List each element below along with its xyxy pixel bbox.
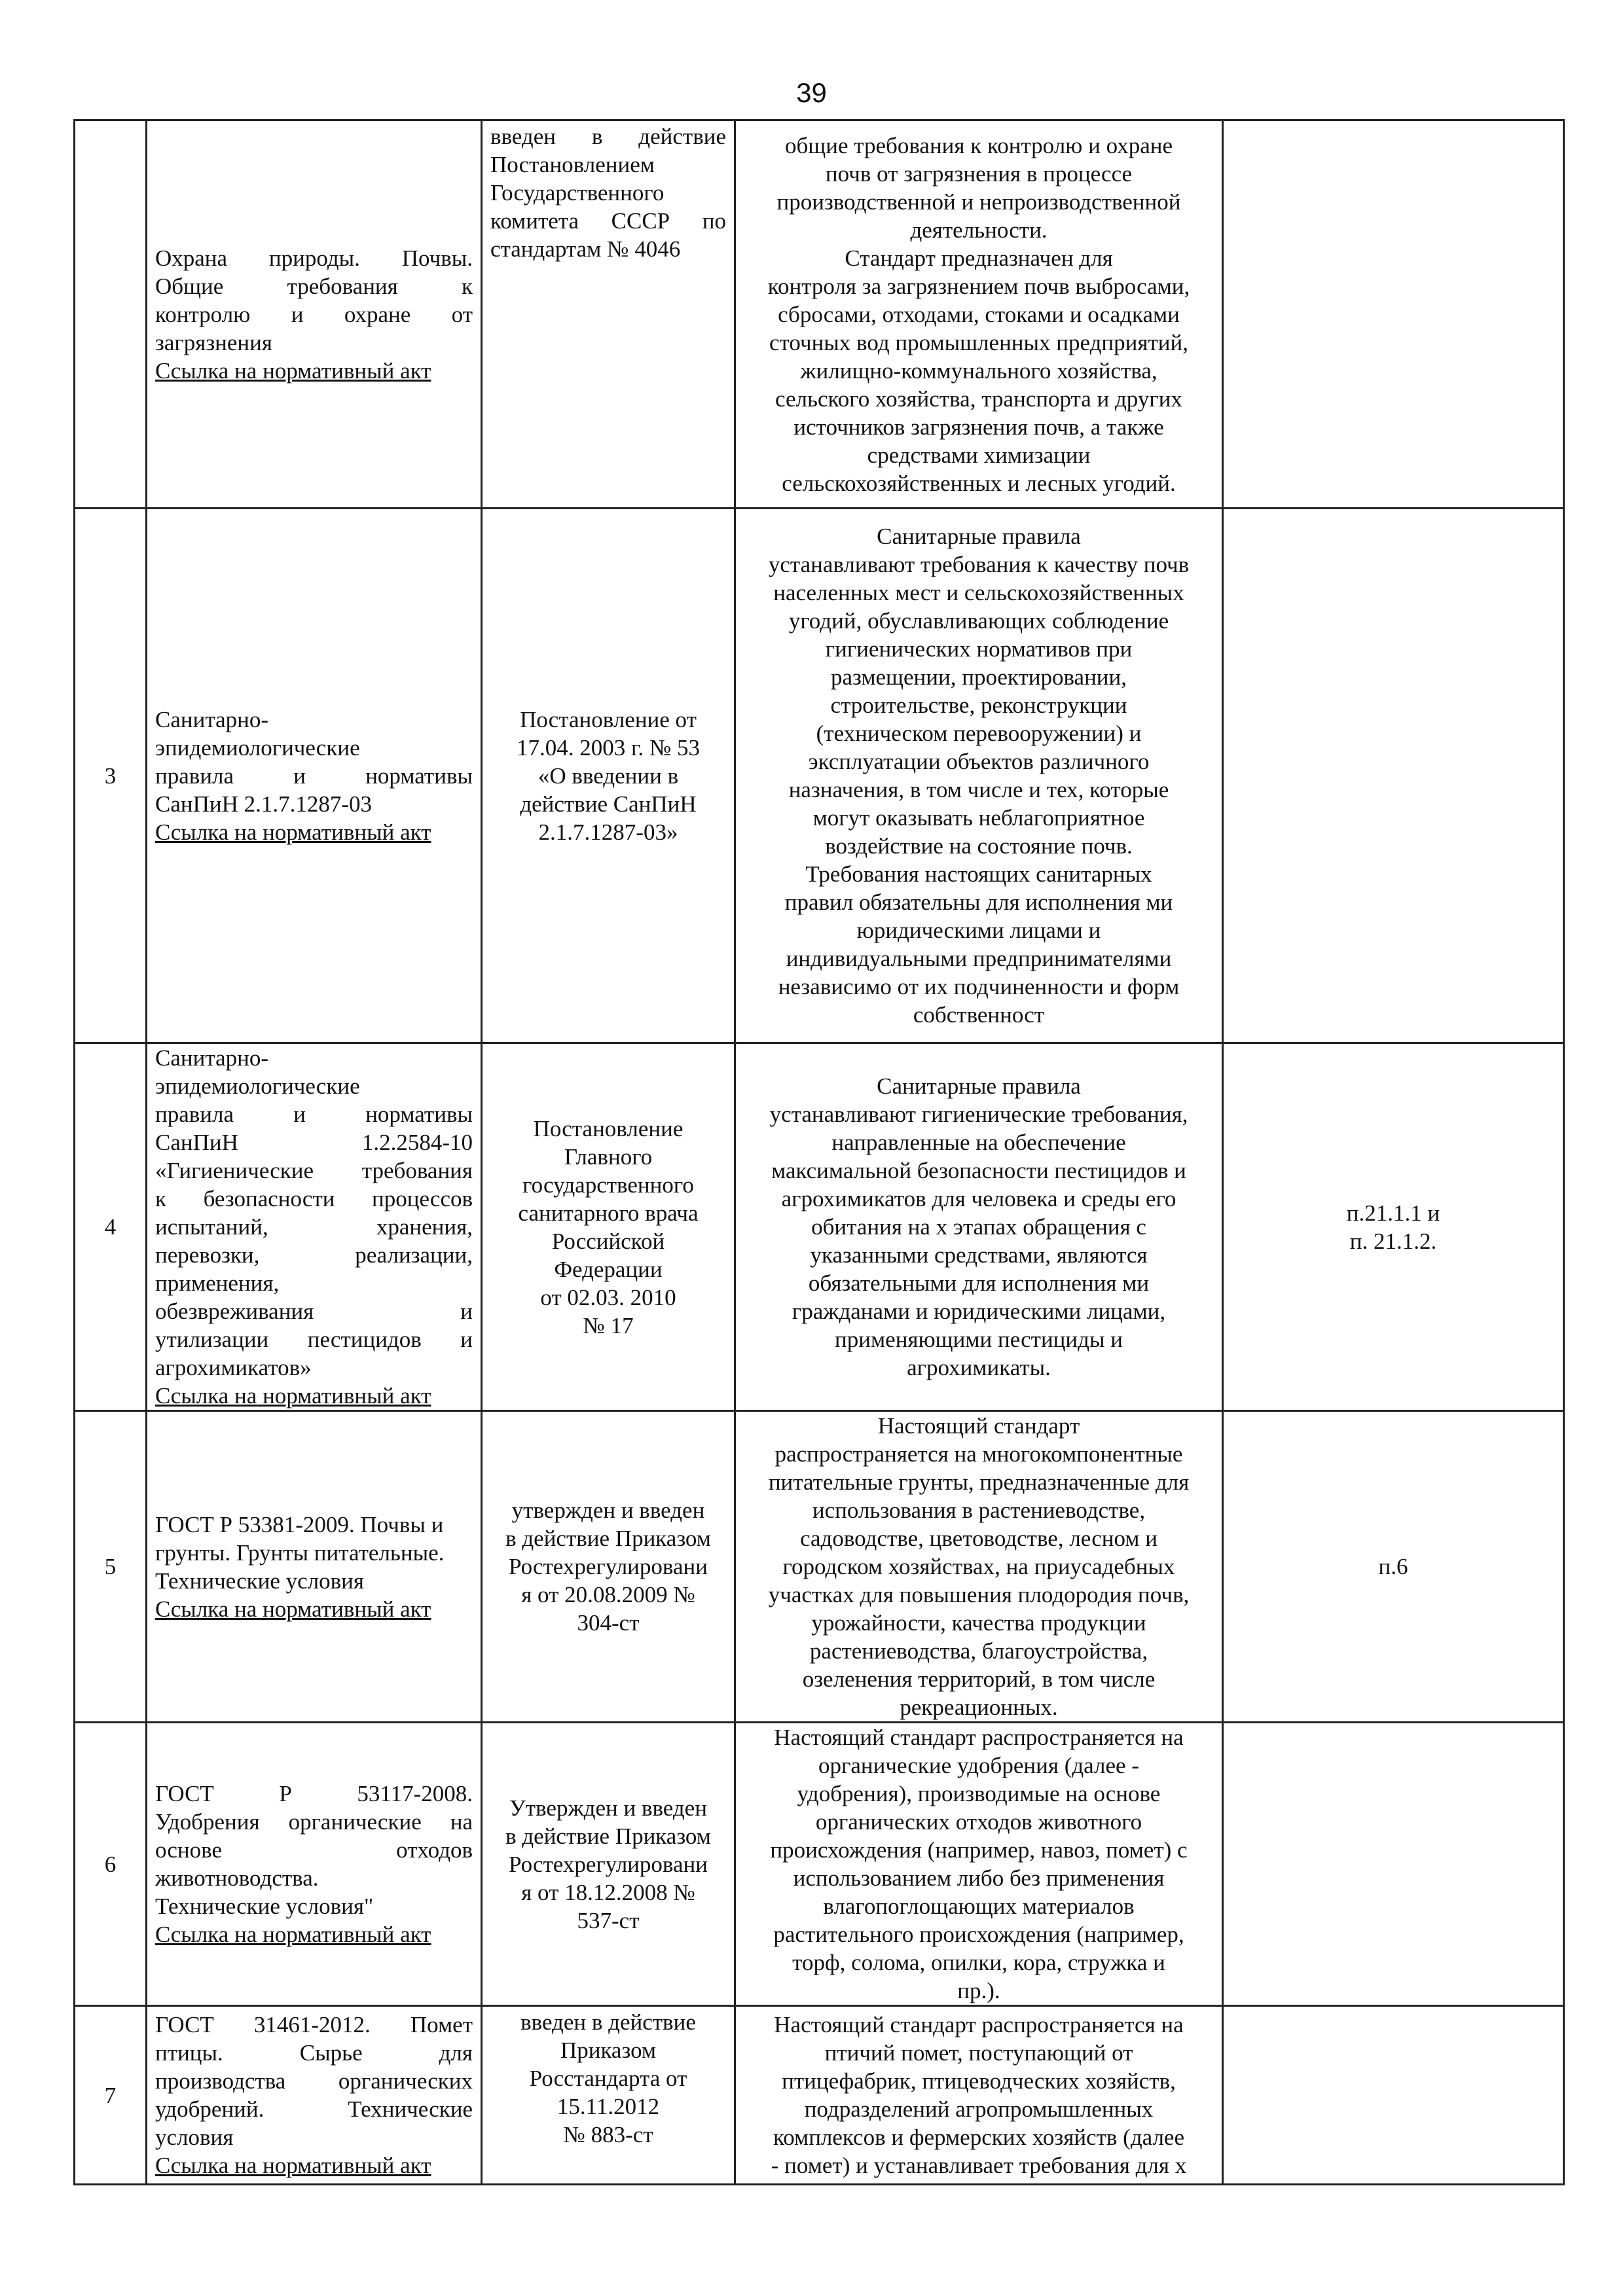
row-number: 3	[75, 509, 147, 1043]
normative-act-link[interactable]: Ссылка на нормативный акт	[155, 357, 431, 384]
row-number: 6	[75, 1723, 147, 2006]
table-row	[75, 1411, 1564, 1723]
table-row	[75, 1723, 1564, 2006]
description-cell: общие требования к контролю и охране почв от загрязнения в процессе производственной и непроизводственной деятельности. Стандарт предназначен для контроля за загрязнением почв выбросами, сбросами, отходами, стоками и осадками сточных вод промышленных предприятий, жилищно-коммунального хозяйства, сельского хозяйства, транспорта и других источников загрязнения почв, а также средствами химизации сельскохозяйственных и лесных угодий.	[735, 120, 1223, 509]
points-cell	[1223, 2006, 1564, 2185]
approval-act-cell: введен в действие Приказом Росстандарта от 15.11.2012 № 883-ст	[482, 2006, 735, 2185]
normative-act-link[interactable]: Ссылка на нормативный акт	[155, 1922, 431, 1947]
document-name-cell: ГОСТ Р 53381-2009. Почвы и грунты. Грунты питательные. Технические условия Ссылка на нормативный акт	[147, 1411, 482, 1723]
normative-act-link[interactable]: Ссылка на нормативный акт	[155, 1596, 431, 1622]
row-number: 5	[75, 1411, 147, 1723]
document-name-cell: ГОСТ 31461-2012. Помет птицы. Сырье для производства органических удобрений. Технические условия Ссылка на нормативный акт	[147, 2006, 482, 2185]
description-cell: Настоящий стандарт распространяется на многокомпонентные питательные грунты, предназначенные для использования в растениеводстве, садоводстве, цветоводстве, лесном и городском хозяйствах, на приусадебных участках для повышения плодородия почв, урожайности, качества продукции растениеводства, благоустройства, озеленения территорий, в том числе рекреационных.	[735, 1411, 1223, 1723]
approval-act-cell: Постановление Главного государственного санитарного врача Российской Федерации от 02.03. 2010 № 17	[482, 1043, 735, 1411]
points-cell	[1223, 120, 1564, 509]
normative-act-link[interactable]: Ссылка на нормативный акт	[155, 1383, 431, 1408]
description-cell: Настоящий стандарт распространяется на органические удобрения (далее - удобрения), производимые на основе органических отходов животного происхождения (например, навоз, помет) с использованием либо без применения влагопоглощающих материалов растительного происхождения (например, торф, солома, опилки, кора, стружка и пр.).	[735, 1723, 1223, 2006]
row-number	[75, 120, 147, 509]
points-cell: п.21.1.1 и п. 21.1.2.	[1223, 1043, 1564, 1411]
row-number: 4	[75, 1043, 147, 1411]
document-name-cell: Санитарно- эпидемиологические правила и нормативы СанПиН 2.1.7.1287-03 Ссылка на нормативный акт	[147, 509, 482, 1043]
document-name-cell: Охрана природы. Почвы. Общие требования к контролю и охране от загрязнения Ссылка на нормативный акт	[147, 120, 482, 509]
description-cell: Санитарные правила устанавливают гигиенические требования, направленные на обеспечение максимальной безопасности пестицидов и агрохимикатов для человека и среды его обитания на х этапах обращения с указанными средствами, являются обязательными для исполнения ми гражданами и юридическими лицами, применяющими пестициды и агрохимикаты.	[735, 1043, 1223, 1411]
description-cell: Настоящий стандарт распространяется на птичий помет, поступающий от птицефабрик, птицеводческих хозяйств, подразделений агропромышленных комплексов и фермерских хозяйств (далее - помет) и устанавливает требования для х	[735, 2006, 1223, 2185]
points-cell	[1223, 509, 1564, 1043]
page-number: 39	[796, 77, 827, 108]
approval-act-cell: введен в действие Постановлением Государственного комитета СССР по стандартам № 4046	[482, 120, 735, 509]
approval-act-cell: Постановление от 17.04. 2003 г. № 53 «О введении в действие СанПиН 2.1.7.1287-03»	[482, 509, 735, 1043]
points-cell: п.6	[1223, 1411, 1564, 1723]
table-row	[75, 120, 1564, 509]
row-number: 7	[75, 2006, 147, 2185]
points-cell	[1223, 1723, 1564, 2006]
document-name-cell: Санитарно- эпидемиологические правила и нормативы СанПиН 1.2.2584-10 «Гигиенические требования к безопасности процессов испытаний, хранения, перевозки, реализации, применения, обезвреживания и утилизации пестицидов и агрохимикатов» Ссылка на нормативный акт	[147, 1043, 482, 1411]
approval-act-cell: утвержден и введен в действие Приказом Ростехрегулировани я от 20.08.2009 № 304-ст	[482, 1411, 735, 1723]
approval-act-cell: Утвержден и введен в действие Приказом Ростехрегулировани я от 18.12.2008 № 537-ст	[482, 1723, 735, 2006]
description-cell: Санитарные правила устанавливают требования к качеству почв населенных мест и сельскохозяйственных угодий, обуславливающих соблюдение гигиенических нормативов при размещении, проектировании, строительстве, реконструкции (техническом перевооружении) и эксплуатации объектов различного назначения, в том числе и тех, которые могут оказывать неблагоприятное воздействие на состояние почв. Требования настоящих санитарных правил обязательны для исполнения ми юридическими лицами и индивидуальными предпринимателями независимо от их подчиненности и форм собственност	[735, 509, 1223, 1043]
table-row	[75, 509, 1564, 1043]
document-name-cell: ГОСТ Р 53117-2008. Удобрения органические на основе отходов животноводства. Технические условия" Ссылка на нормативный акт	[147, 1723, 482, 2006]
table-row	[75, 2006, 1564, 2185]
normative-act-link[interactable]: Ссылка на нормативный акт	[155, 819, 431, 845]
regulations-table	[73, 119, 1565, 2185]
normative-act-link[interactable]: Ссылка на нормативный акт	[155, 2153, 431, 2178]
table-row	[75, 1043, 1564, 1411]
